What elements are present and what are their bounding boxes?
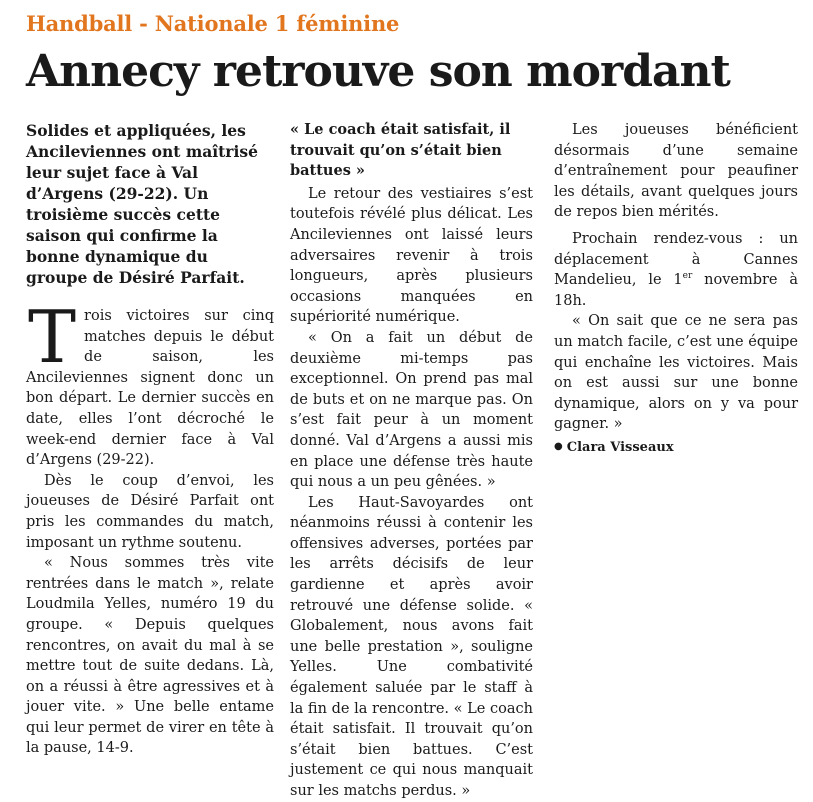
ordinal-suffix: er — [682, 271, 693, 282]
paragraph-9: « On sait que ce ne sera pas un match facile, c’est une équipe qui enchaîne les victoires. Mais on est aussi sur une bonne dynamique, alors on y va pour gagner. » — [554, 313, 798, 433]
byline — [554, 437, 798, 458]
paragraph-5: « On a fait un début de deuxième mi-temps pas exceptionnel. On prend pas mal de buts et on ne marque pas. On s’est fait peur à un moment donné. Val d’Argens a aussi mis en place une défense très haute qui nous a un peu gênées. » — [290, 329, 533, 491]
article-subhead: « Le coach était satisfait, il trouvait qu’on s’était bien battues » — [290, 121, 511, 180]
paragraph-4: Le retour des vestiaires s’est toutefois révélé plus délicat. Les Ancileviennes ont laissé leurs adversaires revenir à trois longueurs, après plusieurs occasions manquées en supériorité numérique. — [290, 185, 533, 326]
paragraph-7: Les joueuses bénéficient désormais d’une semaine d’entraînement pour peaufiner les détails, avant quelques jours de repos bien mérités. — [554, 122, 798, 221]
column-3 — [554, 120, 798, 720]
paragraph-8-end: novembre à 18h. — [554, 272, 798, 309]
article-lede: Solides et appliquées, les Ancileviennes ont maîtrisé leur sujet face à Val d’Argens (29-22). Un troisième succès cette saison qui confirme la bonne dynamique du groupe de Désiré Parfait. — [26, 121, 258, 287]
bullet-icon: ● — [554, 440, 563, 452]
paragraph-1 — [26, 295, 274, 471]
paragraph-3-start — [26, 553, 274, 759]
article-headline: Annecy retrouve son mordant — [26, 46, 730, 97]
drop-cap: T — [28, 295, 77, 379]
paragraph-6: Les Haut-Savoyardes ont néanmoins réussi à contenir les offensives adverses, portées par les arrêts décisifs de leur gardienne et après avoir retrouvé une défense solide. « Globalement, nous avons fait une belle prestation », souligne Yelles. Une combativité également saluée par le staff à la fin de la rencontre. « Le coach était satisfait. Il trouvait qu’on s’était bien battues. C’est justement ce qui nous manquait sur les matchs perdus. » — [290, 494, 533, 799]
column-2 — [290, 120, 533, 799]
paragraph-8 — [554, 229, 798, 311]
paragraph-3: « Nous sommes très vite rentrées dans le match », relate Loudmila Yelles, numéro 19 du groupe. « Depuis quelques rencontres, on avait du mal à se mettre tout de suite dedans. Là, on a réussi à être agressives et à jouer vite. » Une belle entame qui leur permet de virer en tête à la pause, 14-9. — [26, 555, 274, 757]
author-name: Clara Visseaux — [566, 439, 674, 455]
column-1 — [26, 120, 274, 757]
paragraph-2: Dès le coup d’envoi, les joueuses de Désiré Parfait ont pris les commandes du match, imposant un rythme soutenu. — [26, 472, 274, 551]
paragraph-1-text: rois victoires sur cinq matches depuis le début de saison, les Ancileviennes signent donc un bon départ. Le dernier succès en date, elles l’ont décroché le week-end dernier face à Val d’Argens (29-22). — [26, 308, 274, 469]
section-kicker: Handball - Nationale 1 féminine — [26, 11, 400, 36]
paragraph-8-text: Prochain rendez-vous : un déplacement à Cannes Mandelieu, le 1 — [554, 230, 798, 289]
